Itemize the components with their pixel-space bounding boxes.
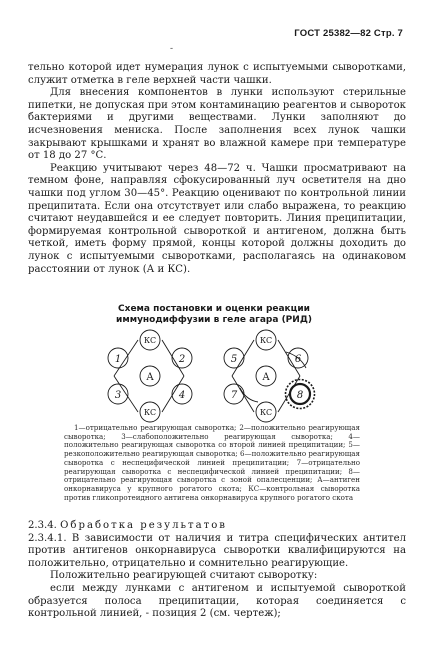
page-header: ГОСТ 25382—82 Стр. 7 — [294, 28, 403, 39]
body-text — [28, 62, 406, 276]
results-section — [28, 520, 406, 621]
paragraph-positive: Положительно реагирующей считают сыворотку: — [50, 570, 318, 582]
label-ks: КС — [259, 408, 273, 417]
figure-title-line2: иммунодиффузии в геле агара (РИД) — [116, 315, 312, 325]
paragraph-reading: Реакцию учитывают через 48—72 ч. Чашки просматривают на темном фоне, направляя сфокусированный луч осветителя на дно чашки под углом 30—45°. Реакцию оценивают по контрольной линии преципитата. Если она отсутствует или слабо выражена, то реакцию считают неудавшейся и ее следует повторить. Линия преципитации, формируемая контрольной сывороткой и антигеном, должна быть четкой, иметь форму прямой, концы которой должны доходить до лунок с испытуемыми сыворотками, располагаясь на одинаковом расстоянии от лунок (А и КС). — [28, 162, 406, 275]
label-2: 2 — [178, 354, 186, 365]
right-scheme — [224, 330, 315, 422]
section-heading-number: 2.3.4. — [28, 520, 57, 531]
label-1: 1 — [114, 354, 122, 365]
paragraph-2341: 2.3.4.1. В зависимости от наличия и титра специфических антител против антигенов онкорнавируса сыворотки квалифицируются на положительно, отрицательно и сомнительно реагирующие. — [28, 532, 406, 569]
label-a: А — [146, 372, 154, 383]
label-ks: КС — [259, 336, 273, 345]
print-mark: - — [170, 44, 174, 54]
figure-title — [28, 304, 400, 326]
label-5: 5 — [230, 354, 238, 365]
label-ks: КС — [143, 336, 157, 345]
nonspecific-line — [240, 388, 258, 402]
label-3: 3 — [114, 390, 122, 401]
label-6: 6 — [294, 354, 302, 365]
paragraph-continuation: тельно которой идет нумерация лунок с испытуемыми сыворотками, служит отметка в геле верхней части чашки. — [28, 62, 406, 86]
label-7: 7 — [230, 390, 238, 401]
rid-scheme-diagram — [100, 328, 340, 424]
label-a: А — [262, 372, 270, 383]
label-8: 8 — [296, 390, 304, 401]
label-4: 4 — [178, 390, 186, 401]
section-heading — [28, 520, 406, 533]
figure-title-line1: Схема постановки и оценки реакции — [118, 304, 310, 314]
paragraph-filling: Для внесения компонентов в лунки используют стерильные пипетки, не допуская при этом контаминацию реагентов и сывороток бактериями и другими веществами. Лунки заполняют до исчезновения мениска. После заполнения всех лунок чашки закрывают крышками и хранят во влажной камере при температуре от 18 до 27 °С. — [28, 87, 406, 162]
label-ks: КС — [143, 408, 157, 417]
legend-text: 1—отрицательно реагирующая сыворотка; 2—положительно реагирующая сыворотка; 3—слабоположительно реагирующая сыворотка; 4—положительно реагирующая сыворотка со второй линией преципитации; 5—резкоположительно реагирующая сыворотка; 6—положительно реагирующая сыворотка с неспецифической линией преципитации; 7—отрицательно реагирующая сыворотка с неспецифической линией преципитации; 8—отрицательно реагирующая сыворотка с зоной опалесценции; А—антиген онкорнавируса у крупного рогатого скота; КС—контрольная сыворотка против гликопротеидного антигена онкорнавируса крупного рогатого скота — [64, 423, 360, 502]
section-heading-text: Обработка результатов — [60, 520, 227, 531]
paragraph-condition: если между лунками с антигеном и испытуемой сывороткой образуется полоса преципитации, которая соединяется с контрольной линией, - позиция 2 (см. чертеж); — [28, 582, 406, 620]
left-scheme — [108, 330, 192, 422]
figure-legend — [64, 424, 360, 502]
